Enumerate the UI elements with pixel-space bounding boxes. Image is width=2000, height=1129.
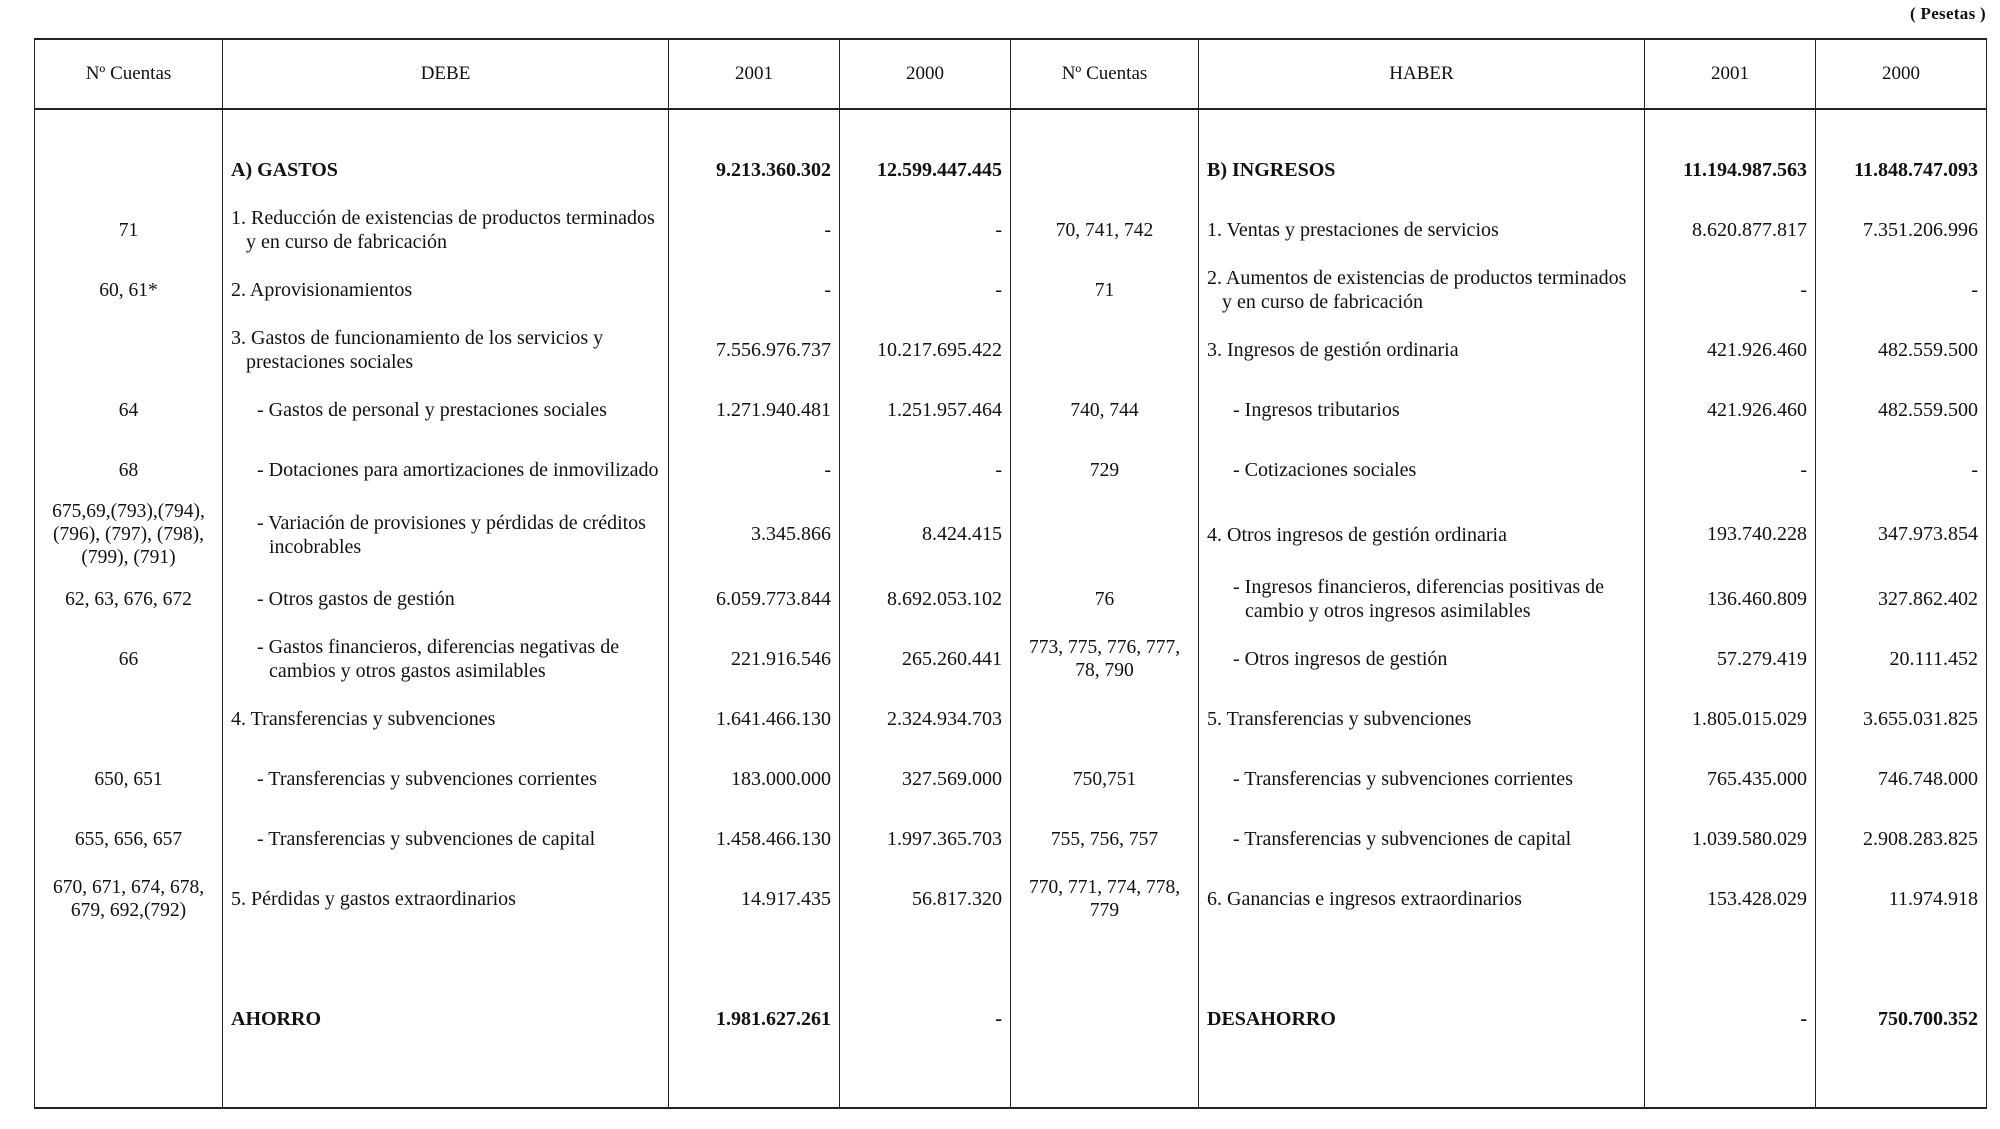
result-haber-2000: 750.700.352: [1816, 989, 1987, 1049]
currency-label: ( Pesetas ): [1910, 4, 1986, 23]
haber-2001-cell: 193.740.228: [1645, 500, 1816, 569]
haber-account-cell: 755, 756, 757: [1011, 809, 1199, 869]
haber-concept-cell-text: - Otros ingresos de gestión: [1233, 648, 1448, 670]
empty-cell: [1199, 929, 1645, 989]
debe-concept-cell: [223, 200, 669, 260]
empty-cell: [1645, 1049, 1816, 1108]
debe-account-cell: 64: [35, 380, 223, 440]
empty-cell: [1011, 1049, 1199, 1108]
table-row: [35, 749, 1987, 809]
haber-2001-cell: 1.039.580.029: [1645, 809, 1816, 869]
haber-concept-cell: [1199, 689, 1645, 749]
debe-concept-cell-text: - Variación de provisiones y pérdidas de créditos incobrables: [257, 511, 646, 558]
haber-concept-cell-text: B) INGRESOS: [1207, 159, 1336, 181]
haber-2001-cell: 421.926.460: [1645, 380, 1816, 440]
debe-2000-cell: 2.324.934.703: [840, 689, 1011, 749]
empty-cell: [1816, 929, 1987, 989]
haber-2001-cell: 153.428.029: [1645, 869, 1816, 929]
debe-concept-cell: [223, 629, 669, 689]
empty-cell: [1011, 929, 1199, 989]
haber-account-cell: [1011, 140, 1199, 200]
haber-concept-cell: [1199, 200, 1645, 260]
haber-2000-cell: 2.908.283.825: [1816, 809, 1987, 869]
debe-concept-cell-text: - Gastos de personal y prestaciones sociales: [257, 399, 607, 421]
haber-2001-cell: 421.926.460: [1645, 320, 1816, 380]
debe-2001-cell: 1.641.466.130: [669, 689, 840, 749]
empty-cell: [669, 929, 840, 989]
debe-2000-cell: 1.251.957.464: [840, 380, 1011, 440]
haber-account-cell: 750,751: [1011, 749, 1199, 809]
table-row: [35, 869, 1987, 929]
debe-2000-cell: 1.997.365.703: [840, 809, 1011, 869]
debe-2001-cell: 9.213.360.302: [669, 140, 840, 200]
debe-account-cell: 66: [35, 629, 223, 689]
haber-account-cell: 76: [1011, 569, 1199, 629]
debe-2000-cell: 8.692.053.102: [840, 569, 1011, 629]
debe-2001-cell: -: [669, 440, 840, 500]
debe-concept-cell: [223, 869, 669, 929]
debe-2001-cell: 1.271.940.481: [669, 380, 840, 440]
haber-account-cell: 740, 744: [1011, 380, 1199, 440]
haber-concept-cell: [1199, 749, 1645, 809]
haber-concept-cell-text: 6. Ganancias e ingresos extraordinarios: [1207, 888, 1522, 910]
haber-2000-cell: -: [1816, 440, 1987, 500]
haber-2001-cell: -: [1645, 260, 1816, 320]
debe-concept-cell: [223, 440, 669, 500]
haber-concept-cell: [1199, 629, 1645, 689]
table-row: [35, 380, 1987, 440]
haber-concept-cell-text: - Cotizaciones sociales: [1233, 459, 1417, 481]
result-haber-label: DESAHORRO: [1199, 989, 1645, 1049]
result-haber-account-cell: [1011, 989, 1199, 1049]
debe-concept-cell: [223, 380, 669, 440]
debe-2000-cell: -: [840, 440, 1011, 500]
haber-concept-cell: [1199, 809, 1645, 869]
haber-concept-cell: [1199, 869, 1645, 929]
debe-concept-cell-text: 2. Aprovisionamientos: [231, 279, 413, 301]
header-debe-2001: 2001: [669, 39, 840, 109]
table-row: [35, 569, 1987, 629]
debe-account-cell: 62, 63, 676, 672: [35, 569, 223, 629]
empty-cell: [1199, 1049, 1645, 1108]
empty-cell: [840, 929, 1011, 989]
empty-cell: [1645, 929, 1816, 989]
empty-cell: [840, 1049, 1011, 1108]
debe-2001-cell: 14.917.435: [669, 869, 840, 929]
debe-concept-cell-text: 1. Reducción de existencias de productos terminados y en curso de fabricación: [231, 207, 655, 253]
header-debe-accounts: Nº Cuentas: [35, 39, 223, 109]
result-debe-account-cell: [35, 989, 223, 1049]
debe-2001-cell: 7.556.976.737: [669, 320, 840, 380]
haber-concept-cell: [1199, 260, 1645, 320]
haber-account-cell: 729: [1011, 440, 1199, 500]
haber-concept-cell-text: - Ingresos tributarios: [1233, 399, 1400, 421]
debe-concept-cell: [223, 140, 669, 200]
haber-account-cell: [1011, 689, 1199, 749]
debe-2001-cell: -: [669, 260, 840, 320]
header-haber-accounts: Nº Cuentas: [1011, 39, 1199, 109]
debe-account-cell: 650, 651: [35, 749, 223, 809]
debe-concept-cell-text: A) GASTOS: [231, 159, 338, 181]
haber-concept-cell: [1199, 569, 1645, 629]
debe-2001-cell: 183.000.000: [669, 749, 840, 809]
debe-concept-cell-text: - Transferencias y subvenciones de capital: [257, 828, 596, 850]
result-haber-2001: -: [1645, 989, 1816, 1049]
debe-account-cell: 670, 671, 674, 678, 679, 692,(792): [35, 869, 223, 929]
debe-concept-cell-text: - Gastos financieros, diferencias negativas de cambios y otros gastos asimilables: [257, 636, 620, 682]
debe-account-cell: 71: [35, 200, 223, 260]
debe-2001-cell: 221.916.546: [669, 629, 840, 689]
haber-concept-cell-text: - Transferencias y subvenciones corrientes: [1233, 768, 1573, 790]
haber-2001-cell: 1.805.015.029: [1645, 689, 1816, 749]
haber-2000-cell: 7.351.206.996: [1816, 200, 1987, 260]
haber-2001-cell: 136.460.809: [1645, 569, 1816, 629]
table-row: [35, 689, 1987, 749]
haber-2001-cell: -: [1645, 440, 1816, 500]
debe-concept-cell-text: - Transferencias y subvenciones corrientes: [257, 768, 597, 790]
debe-concept-cell-text: 3. Gastos de funcionamiento de los servicios y prestaciones sociales: [231, 327, 604, 373]
debe-account-cell: 60, 61*: [35, 260, 223, 320]
empty-cell: [223, 929, 669, 989]
table-row: [35, 140, 1987, 200]
haber-2000-cell: 746.748.000: [1816, 749, 1987, 809]
debe-2000-cell: 327.569.000: [840, 749, 1011, 809]
haber-2000-cell: 482.559.500: [1816, 380, 1987, 440]
header-haber-2000: 2000: [1816, 39, 1987, 109]
haber-concept-cell-text: - Ingresos financieros, diferencias positivas de cambio y otros ingresos asimilables: [1233, 576, 1604, 622]
haber-2000-cell: 11.848.747.093: [1816, 140, 1987, 200]
header-haber-2001: 2001: [1645, 39, 1816, 109]
haber-concept-cell: [1199, 440, 1645, 500]
table-row: [35, 809, 1987, 869]
haber-2000-cell: 327.862.402: [1816, 569, 1987, 629]
haber-2000-cell: 20.111.452: [1816, 629, 1987, 689]
debe-concept-cell-text: 5. Pérdidas y gastos extraordinarios: [231, 888, 516, 910]
haber-2001-cell: 765.435.000: [1645, 749, 1816, 809]
haber-account-cell: 70, 741, 742: [1011, 200, 1199, 260]
debe-concept-cell: [223, 749, 669, 809]
empty-cell: [35, 929, 223, 989]
haber-concept-cell-text: 4. Otros ingresos de gestión ordinaria: [1207, 523, 1507, 546]
debe-account-cell: 675,69,(793),(794), (796), (797), (798), (799), (791): [35, 500, 223, 569]
debe-concept-cell: [223, 500, 669, 569]
table-row: [35, 320, 1987, 380]
haber-2000-cell: 11.974.918: [1816, 869, 1987, 929]
debe-concept-cell: [223, 320, 669, 380]
debe-2001-cell: -: [669, 200, 840, 260]
header-haber: HABER: [1199, 39, 1645, 109]
debe-2000-cell: 265.260.441: [840, 629, 1011, 689]
table-row: [35, 440, 1987, 500]
haber-concept-cell: [1199, 380, 1645, 440]
debe-concept-cell: [223, 569, 669, 629]
debe-2001-cell: 6.059.773.844: [669, 569, 840, 629]
debe-concept-cell: [223, 260, 669, 320]
debe-2000-cell: 12.599.447.445: [840, 140, 1011, 200]
debe-2000-cell: -: [840, 200, 1011, 260]
header-row: [35, 39, 1987, 109]
empty-cell: [1816, 1049, 1987, 1108]
haber-concept-cell-text: 5. Transferencias y subvenciones: [1207, 708, 1472, 730]
haber-2000-cell: -: [1816, 260, 1987, 320]
haber-concept-cell: [1199, 320, 1645, 380]
debe-2000-cell: -: [840, 260, 1011, 320]
debe-account-cell: [35, 320, 223, 380]
debe-2001-cell: 3.345.866: [669, 500, 840, 569]
debe-concept-cell-text: - Otros gastos de gestión: [257, 588, 455, 610]
bottom-row: [35, 1049, 1987, 1108]
haber-2000-cell: 347.973.854: [1816, 500, 1987, 569]
empty-cell: [669, 1049, 840, 1108]
debe-2001-cell: 1.458.466.130: [669, 809, 840, 869]
haber-2001-cell: 11.194.987.563: [1645, 140, 1816, 200]
header-debe-2000: 2000: [840, 39, 1011, 109]
haber-account-cell: [1011, 500, 1199, 569]
debe-account-cell: [35, 140, 223, 200]
debe-concept-cell: [223, 689, 669, 749]
haber-account-cell: 770, 771, 774, 778, 779: [1011, 869, 1199, 929]
haber-2000-cell: 3.655.031.825: [1816, 689, 1987, 749]
empty-cell: [223, 1049, 669, 1108]
debe-account-cell: 655, 656, 657: [35, 809, 223, 869]
debe-account-cell: 68: [35, 440, 223, 500]
debe-concept-cell-text: 4. Transferencias y subvenciones: [231, 708, 496, 730]
table-row: [35, 200, 1987, 260]
income-statement-table: [34, 38, 1987, 1109]
debe-concept-cell: [223, 809, 669, 869]
table-row: [35, 260, 1987, 320]
result-debe-2000: -: [840, 989, 1011, 1049]
result-debe-label: AHORRO: [223, 989, 669, 1049]
haber-concept-cell-text: 3. Ingresos de gestión ordinaria: [1207, 339, 1459, 361]
haber-2000-cell: 482.559.500: [1816, 320, 1987, 380]
debe-2000-cell: 8.424.415: [840, 500, 1011, 569]
table-row: [35, 500, 1987, 569]
debe-account-cell: [35, 689, 223, 749]
haber-account-cell: 773, 775, 776, 777, 78, 790: [1011, 629, 1199, 689]
debe-concept-cell-text: - Dotaciones para amortizaciones de inmovilizado: [257, 459, 659, 481]
table-row: [35, 629, 1987, 689]
haber-concept-cell: [1199, 500, 1645, 569]
haber-concept-cell-text: 2. Aumentos de existencias de productos terminados y en curso de fabricación: [1207, 267, 1627, 313]
haber-account-cell: 71: [1011, 260, 1199, 320]
result-debe-2001: 1.981.627.261: [669, 989, 840, 1049]
empty-cell: [35, 1049, 223, 1108]
debe-2000-cell: 10.217.695.422: [840, 320, 1011, 380]
haber-2001-cell: 8.620.877.817: [1645, 200, 1816, 260]
header-debe: DEBE: [223, 39, 669, 109]
debe-2000-cell: 56.817.320: [840, 869, 1011, 929]
haber-concept-cell: [1199, 140, 1645, 200]
haber-account-cell: [1011, 320, 1199, 380]
top-spacer-row: [35, 109, 1987, 140]
result-row: [35, 989, 1987, 1049]
gap-row: [35, 929, 1987, 989]
haber-2001-cell: 57.279.419: [1645, 629, 1816, 689]
haber-concept-cell-text: 1. Ventas y prestaciones de servicios: [1207, 219, 1499, 241]
haber-concept-cell-text: - Transferencias y subvenciones de capital: [1233, 828, 1572, 850]
